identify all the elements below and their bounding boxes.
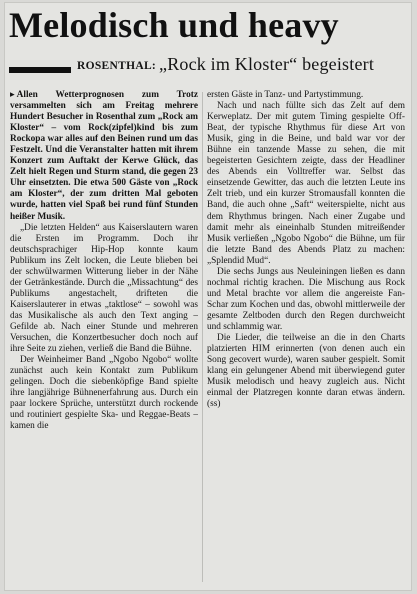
body-paragraph: „Die letzten Helden“ aus Kaiserslautern waren die Ersten im Programm. Doch ihr deutschsprachiger Hip-Hop konnte kaum Publikum ins Zelt locken, die Leute blieben bei der schwülwarmen Witterung lieber in der Nähe der Getränkestände. Durch die „Missachtung“ des Publikums angestachelt, drifteten die Kaiserslauterer in etwas „taktlose“ – sowohl was das Musikalische als auch den Text anging – Gefilde ab. Nach einer Stunde und mehreren Versuchen, die Konzertbesucher doch noch auf ihre Seite zu ziehen, verließ die Band die Bühne. xyxy=(10,222,198,355)
body-paragraph: Die Lieder, die teilweise an die in den Charts platzierten HIM erinnerten (von denen auch ein Song gecovert wurde), waren sauber gespielt. Somit klang ein gelungener Abend mit überwiegend guter Musik melodisch und heavy zugleich aus. Nicht einmal der Platzregen konnte daran etwas ändern. (ss) xyxy=(207,333,405,410)
body-paragraph: ersten Gäste in Tanz- und Partystimmung. xyxy=(207,90,364,100)
body-paragraph: Der Weinheimer Band „Ngobo Ngobo“ wollte zunächst auch kein Kontakt zum Publikum gelingen. Doch die siebenköpfige Band spielte ihre langjährige Bühnenerfahrung aus. Durch ein paar lockere Sprüche, unterstützt durch rockende und routiniert gespielte Ska- und Reggae-Beats – kamen die xyxy=(10,355,198,432)
body-paragraph: Nach und nach füllte sich das Zelt auf dem Kerweplatz. Der mit gutem Timing gespielte Off-Beat, der typische Rhythmus für diese Art von Musik, ging in die Beine, und bald war vor der Bühne ein tanzende Masse zu sehen, die mit begeisterten Gesichtern zeigte, dass der Headliner des Abends ein Volltreffer war. Selbst das einsetzende Gewitter, das auch die letzten Leute ins Zelt trieb, und ein kurzer Stromausfall konnten die Band, die auch ohne „Saft“ weiterspielte, nicht aus dem Rhythmus bringen. Nach einer Zugabe und damit mehr als eineinhalb Stunden mitreißender Musik verließen „Ngobo Ngobo“ die Bühne, um für die letzte Band des Abends Platz zu machen: „Splendid Mud“. xyxy=(207,101,405,266)
article-headline: Melodisch und heavy xyxy=(9,5,339,45)
article-column-right xyxy=(207,90,405,590)
lead-marker-icon: ▸ xyxy=(10,90,15,100)
subheadline-row xyxy=(9,54,407,86)
location-label: ROSENTHAL: xyxy=(77,60,157,72)
lead-text: Allen Wetterprognosen zum Trotz versammelten sich am Freitag mehrere Hundert Besucher in Rosenthal zum „Rock am Kloster“ – vom Rock(zipfel)kind bis zum Rockopa war alles auf den Beinen rund um das Festzelt. Und die Veranstalter hatten mit ihrem Konzert zum Auftakt der Kerwe Glück, das Zelt hielt Regen und Sturm stand, die gegen 23 Uhr einsetzten. Die etwa 500 Gäste von „Rock am Kloster“, der zum dritten Mal geboten wurde, hatten viel Spaß bei rund fünf Stunden heißer Musik. xyxy=(10,90,198,222)
column-divider xyxy=(202,92,203,582)
subheadline-rule xyxy=(9,67,71,73)
lead-paragraph xyxy=(10,90,198,223)
body-paragraph: Die sechs Jungs aus Neuleiningen ließen es dann nochmal richtig krachen. Die Mischung aus Rock und Metal brachte vor allem die angereiste Fan-Schar zum Kochen und das, obwohl mittlerweile der gesamte Zeltboden durch den Regen durchweicht und schlammig war. xyxy=(207,266,405,332)
article-column-left xyxy=(10,90,198,590)
article-subheadline: „Rock im Kloster“ begeistert xyxy=(159,54,375,74)
